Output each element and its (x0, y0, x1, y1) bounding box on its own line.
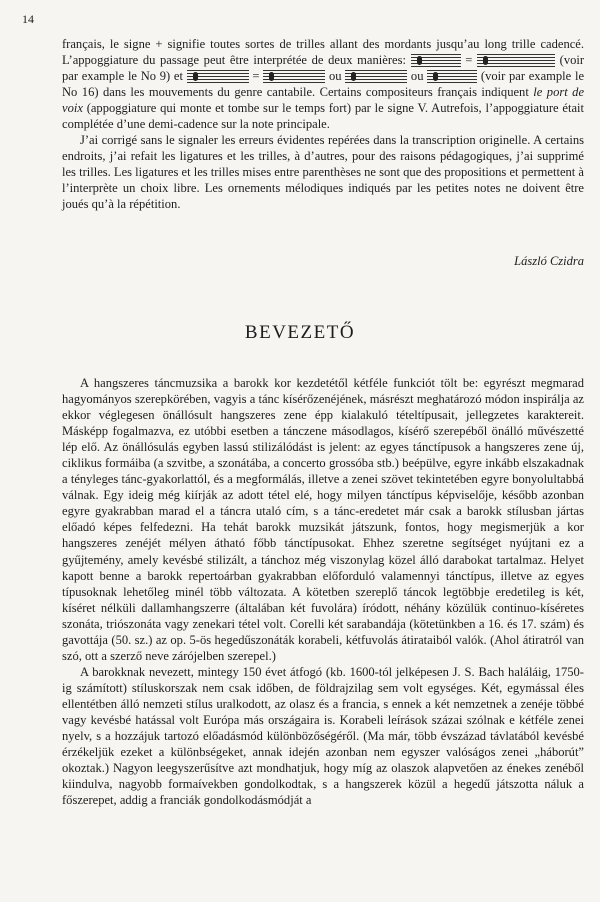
french-text (62, 36, 584, 213)
music-notation-icon (411, 54, 461, 67)
french-paragraph-2: J’ai corrigé sans le signaler les erreurs évidentes repérées dans la transcription originelle. A certains endroits, j’ai refait les ligatures et les trilles, à d’autres, pour des raisons pédagogiques, j’ai supprimé les trilles. Les ligatures et les trilles mises entre parenthèses ne sont que des propositions et permettent à l’interprète un choix libre. Les ornements mélodiques indiqués par les petites notes ne doivent être joués qu’à la répétition. (62, 133, 584, 212)
french-text-1c: (voir par example le No 16) dans les mouvements du genre cantabile. Certains compositeurs français indiquent (62, 69, 585, 100)
music-notation-icon (187, 70, 249, 83)
port-de-voix-term: le port de voix (62, 85, 585, 116)
hungarian-paragraph-2: A barokknak nevezett, mintegy 150 évet átfogó (kb. 1600-tól jelképesen J. S. Bach haláláig, 1750-ig számított) stíluskorszak nem csak időben, de földrajzilag sem volt egységes. Két, egymással éles ellentétben álló nemzeti stílus uralkodott, az olasz és a francia, s ennek a két nemzetnek a zenéje többé vagy kevésbé hatással volt Európa más országaira is. Korabeli leírások százai szólnak e kétféle zenei nyelv, s a hozzájuk tartozó előadásmód különbözőségéről. (Ma már, több évszázad távlatából kevésbé érzékeljük ezeket a különbségeket, annak idején azonban nem egyszer valóságos zenei „háborút” okoztak.) Nagyon leegyszerűsítve azt mondhatjuk, hogy míg az olaszok alapvetően az énekes zenéből kiindulva, nagyobb formaívekben gondolkodtak, s a hangszerek közül a hegedű játszotta náluk a főszerepet, addig a franciák gondolkodásmódját a (62, 664, 584, 808)
french-text-1a: français, le signe + signifie toutes sortes de trilles allant des mordants jusqu’au long trille cadencé. L’appoggiature du passage peut être interprétée de deux manières: (62, 37, 584, 68)
music-notation-icon (477, 54, 555, 67)
or-word: ou (328, 69, 342, 84)
equals-sign: = (465, 53, 473, 68)
french-paragraph-1 (62, 36, 584, 132)
music-notation-icon (427, 70, 477, 83)
equals-sign: = (252, 69, 260, 84)
signature: László Czidra (514, 254, 584, 268)
music-notation-icon (263, 70, 325, 83)
hungarian-text (62, 375, 584, 808)
section-heading: BEVEZETŐ (244, 322, 356, 343)
or-word: ou (410, 69, 424, 84)
page-number: 14 (22, 12, 34, 26)
music-notation-icon (345, 70, 407, 83)
french-text-1d: (appoggiature qui monte et tombe sur le temps fort) par le signe V. Autrefois, l’appoggiature était complétée d’une demi-cadence sur la note principale. (62, 101, 584, 132)
french-text-1b: (voir par example le No 9) et (62, 53, 585, 84)
hungarian-paragraph-1: A hangszeres táncmuzsika a barokk kor kezdetétől kétféle funkciót tölt be: egyrészt megmarad hagyományos szerepkörében, vagyis a tánc kísérőzenéjének, másrészt meghatározó módon inspirálja az ekkor véglegesen önállósult hangszeres zene épp kialakuló tételtípusait, jellegzetes karaktereit. Másképp fogalmazva, ez utóbbi esetben a tánczene másodlagos, kísérő szerepéből önálló művészetté lép elő. Az önállósulás egyben lassú stilizálódást is jelent: az egyes tánctípusok a hangszeres zene új, ciklikus formáiba (a szvitbe, a szonátába, a concerto grossóba stb.) beépülve, egyre inkább elszakadnak a tényleges tánc-gyakorlattól, és a megformálás, illetve a zenei szövet tekintetében egyre bonyolultabbá válnak. Egy ideig még kiírják az adott tétel elé, hogy milyen tánctípus képviselője, később azonban egyre gyakrabban marad el a táncra utaló cím, s a tánc-eredetet már csak a barokk stílusban jártas előadó képes felfedezni. Ha tehát barokk muzsikát játszunk, fontos, hogy megismerjük a kor hangszeres zenéjét mélyen átható főbb tánctípusokat. Ehhez szeretne segítséget nyújtani ez a gyűjtemény, amely kevésbé stilizált, a tánchoz még viszonylag közel álló darabokat tartalmaz. Helyet kapott benne a barokk repertoárban gyakrabban előforduló valamennyi tánctípus, illetve az egyes típusoknak lehetőleg minél több változata. A kötetben szereplő táncok legtöbbje eredetileg is két, kíséret nélküli dallamhangszerre (általában két fuvolára) íródott, néhány közülük continuo-kíséretes szonáta, triószonáta vagy zenekari tétel volt. Corelli két sarabandája (kötetünkben a 16. és 17. szám) és gavottája (50. sz.) az op. 5-ös hegedűszonáták korabeli, kétfuvolás átirataiból valók. (Ahol átiratról van szó, ott a szerző neve zárójelben szerepel.) (62, 376, 584, 663)
